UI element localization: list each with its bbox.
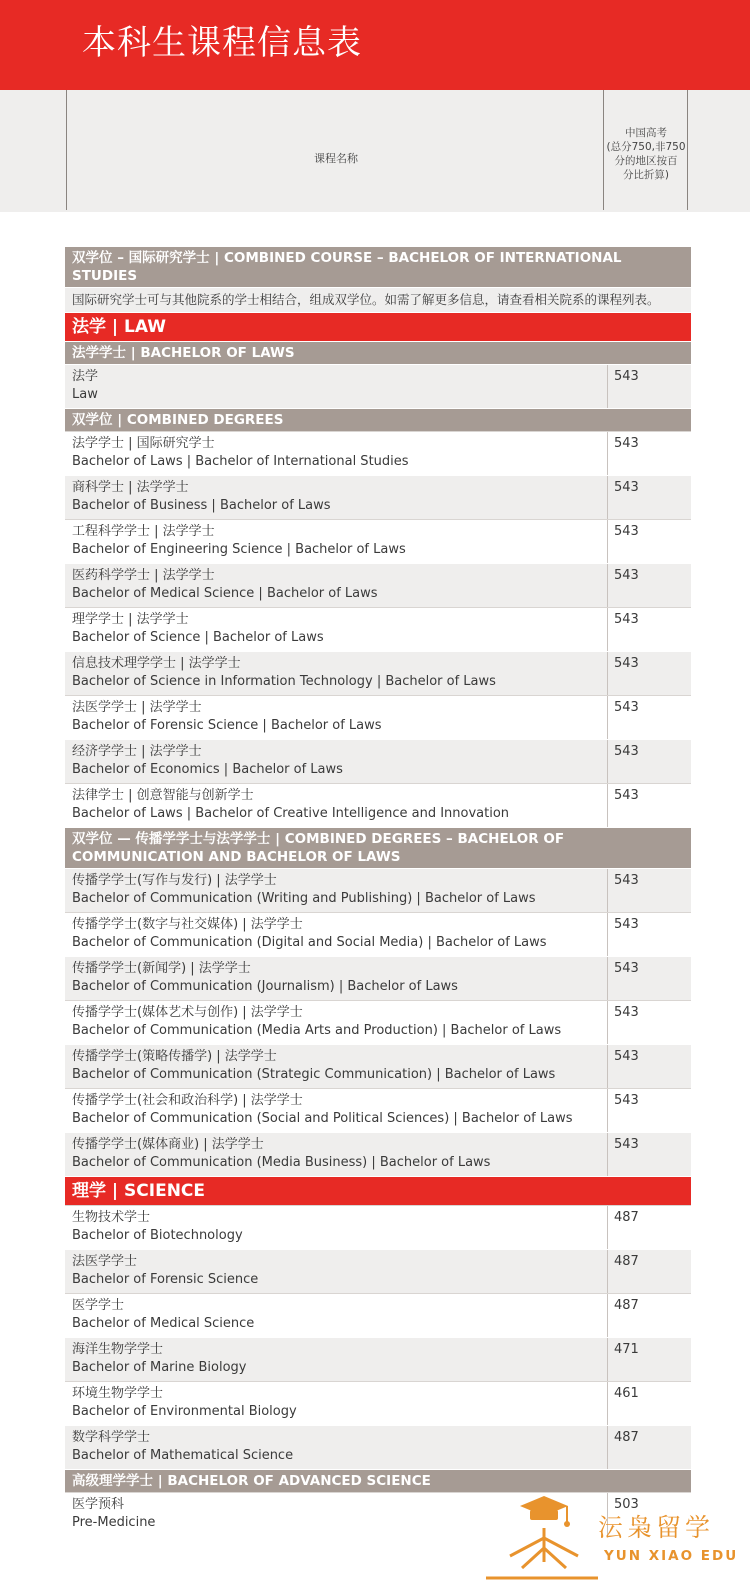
section-header: 理学 | SCIENCE (65, 1176, 691, 1205)
course-name-cn: 商科学士 | 法学学士 (72, 480, 189, 495)
gaokao-score-cell: 543 (607, 784, 691, 827)
course-name-cn: 法学 (72, 369, 99, 384)
course-name-cell (65, 784, 607, 827)
table-row (65, 431, 691, 475)
course-name-en: Bachelor of Science in Information Technology | Bachelor of Laws (72, 674, 496, 689)
table-row (65, 1337, 691, 1381)
course-name-en: Bachelor of Laws | Bachelor of International Studies (72, 454, 409, 469)
course-name-cell (65, 696, 607, 739)
course-name-en: Bachelor of Communication (Media Arts and Production) | Bachelor of Laws (72, 1023, 562, 1038)
table-row (65, 364, 691, 408)
course-name-cell (65, 432, 607, 475)
course-name-en: Bachelor of Communication (Writing and Publishing) | Bachelor of Laws (72, 891, 536, 906)
course-name-cell (65, 869, 607, 912)
course-name-en: Bachelor of Forensic Science | Bachelor of Laws (72, 718, 382, 733)
course-name-cn: 法学学士 | 国际研究学士 (72, 436, 215, 451)
table-row (65, 519, 691, 563)
course-name-cn: 医学学士 (72, 1298, 125, 1313)
course-name-cell (65, 1338, 607, 1381)
course-name-cell (65, 608, 607, 651)
section-header: 法学 | LAW (65, 312, 691, 341)
watermark-brand-cn: 沄枭留学 (598, 1513, 715, 1542)
title-banner (0, 0, 750, 90)
course-name-cell (65, 564, 607, 607)
course-name-cell (65, 1294, 607, 1337)
course-name-cn: 传播学学士(社会和政治科学) | 法学学士 (72, 1093, 303, 1108)
gaokao-score-cell: 543 (607, 1089, 691, 1132)
course-name-cn: 传播学学士(数字与社交媒体) | 法学学士 (72, 917, 303, 932)
course-name-cn: 工程科学学士 | 法学学士 (72, 524, 215, 539)
course-name-en: Bachelor of Forensic Science (72, 1272, 259, 1287)
course-name-cn: 环境生物学学士 (72, 1386, 164, 1401)
gaokao-score-cell: 543 (607, 432, 691, 475)
course-name-cn: 法律学士 | 创意智能与创新学士 (72, 788, 254, 803)
page-title: 本科生课程信息表 (82, 23, 362, 63)
table-row (65, 868, 691, 912)
course-name-en: Bachelor of Engineering Science | Bachelor of Laws (72, 542, 406, 557)
course-name-en: Law (72, 387, 98, 402)
gaokao-score-cell: 543 (607, 520, 691, 563)
course-name-en: Bachelor of Business | Bachelor of Laws (72, 498, 331, 513)
table-row (65, 1000, 691, 1044)
course-name-en: Bachelor of Medical Science (72, 1316, 255, 1331)
course-name-cell (65, 1426, 607, 1469)
course-name-en: Bachelor of Biotechnology (72, 1228, 243, 1243)
course-name-cn: 理学学士 | 法学学士 (72, 612, 189, 627)
gaokao-score-cell: 503 (607, 1493, 691, 1536)
course-name-en: Bachelor of Mathematical Science (72, 1448, 294, 1463)
subsection-header: 双学位 – 国际研究学士 | COMBINED COURSE – BACHELOR OF INTERNATIONAL STUDIES (65, 246, 691, 287)
table-row (65, 956, 691, 1000)
course-name-en: Pre-Medicine (72, 1515, 156, 1530)
course-name-cell (65, 520, 607, 563)
gaokao-score-cell: 543 (607, 913, 691, 956)
course-table (65, 246, 691, 1536)
gaokao-score-cell: 543 (607, 1133, 691, 1176)
table-row (65, 1249, 691, 1293)
gaokao-score-cell: 487 (607, 1426, 691, 1469)
gaokao-score-cell: 543 (607, 365, 691, 408)
course-name-cn: 医学预科 (72, 1497, 125, 1512)
subsection-header: 法学学士 | BACHELOR OF LAWS (65, 341, 691, 364)
gaokao-score-cell: 543 (607, 564, 691, 607)
table-row (65, 1044, 691, 1088)
table-row (65, 912, 691, 956)
course-name-cn: 数学科学学士 (72, 1430, 151, 1445)
course-name-en: Bachelor of Communication (Media Business) | Bachelor of Laws (72, 1155, 491, 1170)
gaokao-score-cell: 543 (607, 696, 691, 739)
table-row (65, 1132, 691, 1176)
gaokao-score-cell: 543 (607, 957, 691, 1000)
course-name-cn: 法医学学士 | 法学学士 (72, 700, 202, 715)
gaokao-score-cell: 487 (607, 1294, 691, 1337)
course-name-cell (65, 1045, 607, 1088)
table-row (65, 1425, 691, 1469)
gaokao-score-cell: 461 (607, 1382, 691, 1425)
column-header-gaokao: 中国高考 (总分750,非750 分的地区按百 分比折算) (606, 127, 686, 181)
table-row (65, 475, 691, 519)
gaokao-score-cell: 471 (607, 1338, 691, 1381)
gaokao-score-cell: 543 (607, 740, 691, 783)
course-name-cn: 经济学学士 | 法学学士 (72, 744, 202, 759)
gaokao-score-cell: 543 (607, 476, 691, 519)
gaokao-score-cell: 487 (607, 1250, 691, 1293)
course-name-cell (65, 1001, 607, 1044)
gaokao-score-cell: 543 (607, 608, 691, 651)
table-row (65, 1088, 691, 1132)
header-divider-left (66, 90, 67, 210)
table-row (65, 651, 691, 695)
gaokao-score-cell: 543 (607, 1045, 691, 1088)
table-row (65, 1381, 691, 1425)
course-name-en: Bachelor of Communication (Strategic Communication) | Bachelor of Laws (72, 1067, 556, 1082)
table-row (65, 695, 691, 739)
course-name-en: Bachelor of Environmental Biology (72, 1404, 297, 1419)
course-name-cn: 传播学学士(媒体艺术与创作) | 法学学士 (72, 1005, 303, 1020)
course-name-en: Bachelor of Marine Biology (72, 1360, 247, 1375)
table-row (65, 563, 691, 607)
course-name-cell (65, 1382, 607, 1425)
course-name-cn: 传播学学士(媒体商业) | 法学学士 (72, 1137, 264, 1152)
gaokao-score-cell: 487 (607, 1206, 691, 1249)
course-name-cell (65, 652, 607, 695)
course-name-cell (65, 365, 607, 408)
course-name-cell (65, 740, 607, 783)
subsection-header: 双学位 | COMBINED DEGREES (65, 408, 691, 431)
column-header-course-name: 课程名称 (314, 152, 358, 165)
course-name-cn: 信息技术理学学士 | 法学学士 (72, 656, 241, 671)
gaokao-score-cell: 543 (607, 1001, 691, 1044)
table-row (65, 739, 691, 783)
course-name-cn: 传播学学士(新闻学) | 法学学士 (72, 961, 251, 976)
course-name-cell (65, 1089, 607, 1132)
course-name-cn: 传播学学士(策略传播学) | 法学学士 (72, 1049, 277, 1064)
course-name-cn: 医药科学学士 | 法学学士 (72, 568, 215, 583)
header-divider-right (687, 90, 688, 210)
course-name-en: Bachelor of Laws | Bachelor of Creative Intelligence and Innovation (72, 806, 510, 821)
table-row (65, 783, 691, 827)
course-name-en: Bachelor of Communication (Journalism) | Bachelor of Laws (72, 979, 458, 994)
course-name-cell (65, 1250, 607, 1293)
table-row (65, 1293, 691, 1337)
course-name-cell (65, 913, 607, 956)
course-name-cell (65, 1206, 607, 1249)
course-name-cn: 法医学学士 (72, 1254, 138, 1269)
gaokao-score-cell: 543 (607, 869, 691, 912)
course-name-cell (65, 1133, 607, 1176)
subsection-header: 高级理学学士 | BACHELOR OF ADVANCED SCIENCE (65, 1469, 691, 1492)
course-name-en: Bachelor of Communication (Digital and Social Media) | Bachelor of Laws (72, 935, 547, 950)
section-note: 国际研究学士可与其他院系的学士相结合，组成双学位。如需了解更多信息，请查看相关院系的课程列表。 (65, 287, 691, 312)
watermark-brand-en: YUN XIAO EDU (604, 1548, 739, 1564)
course-name-cn: 生物技术学士 (72, 1210, 151, 1225)
gaokao-score-cell: 543 (607, 652, 691, 695)
table-row (65, 1205, 691, 1249)
course-name-en: Bachelor of Medical Science | Bachelor of Laws (72, 586, 378, 601)
course-name-cn: 传播学学士(写作与发行) | 法学学士 (72, 873, 277, 888)
course-name-en: Bachelor of Science | Bachelor of Laws (72, 630, 324, 645)
subsection-header: 双学位 — 传播学学士与法学学士 | COMBINED DEGREES – BACHELOR OF COMMUNICATION AND BACHELOR OF LAWS (65, 827, 691, 868)
course-name-cn: 海洋生物学学士 (72, 1342, 164, 1357)
course-name-cell (65, 476, 607, 519)
course-name-cell (65, 957, 607, 1000)
course-name-en: Bachelor of Economics | Bachelor of Laws (72, 762, 343, 777)
course-name-en: Bachelor of Communication (Social and Political Sciences) | Bachelor of Laws (72, 1111, 573, 1126)
table-row (65, 607, 691, 651)
